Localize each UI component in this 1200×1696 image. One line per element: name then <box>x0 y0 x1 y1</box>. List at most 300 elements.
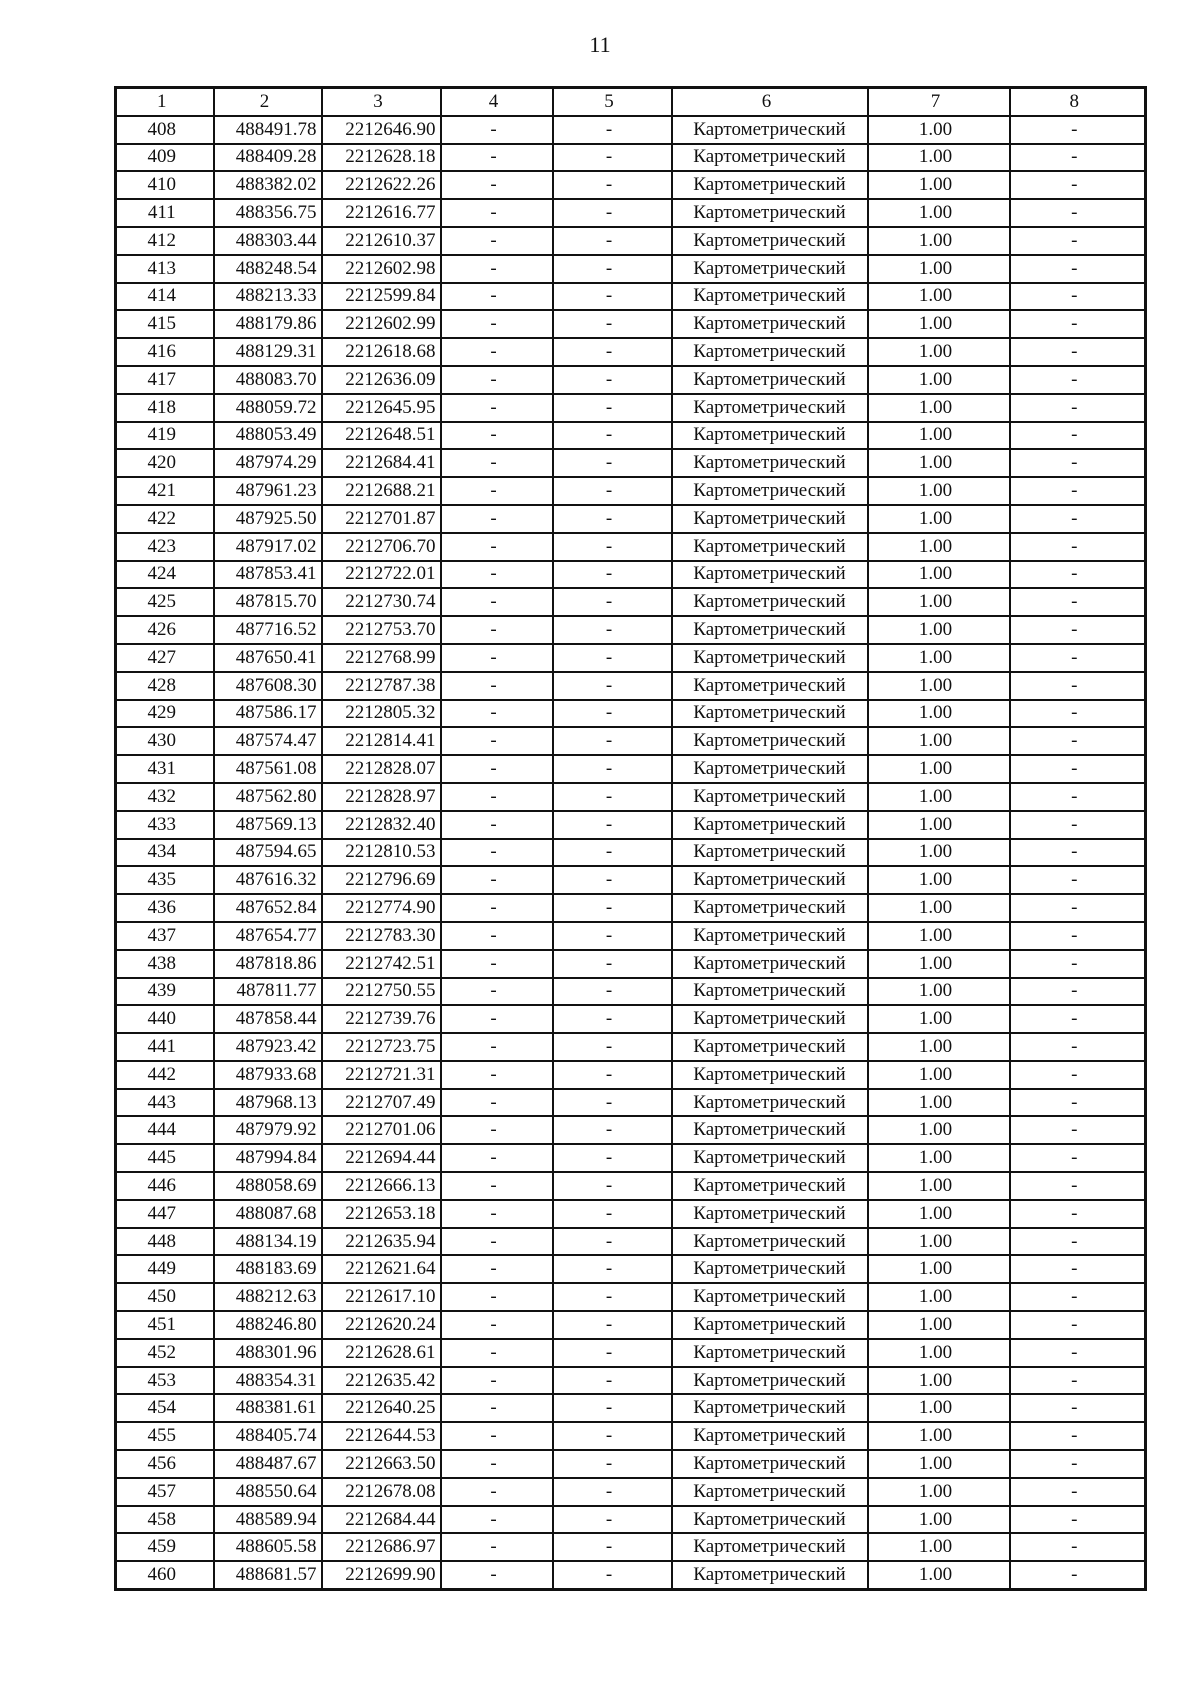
col-5-cell: - <box>553 422 672 450</box>
point-number-cell: 439 <box>116 978 214 1006</box>
x-coordinate-cell: 488183.69 <box>214 1255 322 1283</box>
y-coordinate-cell: 2212787.38 <box>322 672 441 700</box>
col-8-cell: - <box>1010 449 1146 477</box>
col-8-cell: - <box>1010 171 1146 199</box>
y-coordinate-cell: 2212684.44 <box>322 1506 441 1534</box>
col-4-cell: - <box>441 894 553 922</box>
col-5-cell: - <box>553 394 672 422</box>
col-8-cell: - <box>1010 1144 1146 1172</box>
table-row <box>116 283 1146 311</box>
table-row <box>116 1005 1146 1033</box>
accuracy-cell: 1.00 <box>868 811 1010 839</box>
method-cell: Картометрический <box>672 394 868 422</box>
col-5-cell: - <box>553 1144 672 1172</box>
x-coordinate-cell: 487923.42 <box>214 1033 322 1061</box>
y-coordinate-cell: 2212774.90 <box>322 894 441 922</box>
accuracy-cell: 1.00 <box>868 978 1010 1006</box>
col-5-cell: - <box>553 561 672 589</box>
y-coordinate-cell: 2212810.53 <box>322 839 441 867</box>
x-coordinate-cell: 487586.17 <box>214 700 322 728</box>
method-cell: Картометрический <box>672 283 868 311</box>
point-number-cell: 409 <box>116 144 214 172</box>
col-8-cell: - <box>1010 283 1146 311</box>
method-cell: Картометрический <box>672 1561 868 1589</box>
accuracy-cell: 1.00 <box>868 227 1010 255</box>
col-4-cell: - <box>441 505 553 533</box>
accuracy-cell: 1.00 <box>868 561 1010 589</box>
point-number-cell: 455 <box>116 1422 214 1450</box>
col-4-cell: - <box>441 1200 553 1228</box>
col-4-cell: - <box>441 1061 553 1089</box>
table-row <box>116 1478 1146 1506</box>
y-coordinate-cell: 2212832.40 <box>322 811 441 839</box>
point-number-cell: 416 <box>116 338 214 366</box>
col-8-cell: - <box>1010 755 1146 783</box>
point-number-cell: 411 <box>116 199 214 227</box>
table-row <box>116 1506 1146 1534</box>
col-5-cell: - <box>553 505 672 533</box>
method-cell: Картометрический <box>672 366 868 394</box>
table-row <box>116 950 1146 978</box>
table-row <box>116 866 1146 894</box>
col-5-cell: - <box>553 755 672 783</box>
accuracy-cell: 1.00 <box>868 1005 1010 1033</box>
accuracy-cell: 1.00 <box>868 1116 1010 1144</box>
method-cell: Картометрический <box>672 533 868 561</box>
table-row <box>116 533 1146 561</box>
col-8-cell: - <box>1010 116 1146 144</box>
table-row <box>116 477 1146 505</box>
y-coordinate-cell: 2212768.99 <box>322 644 441 672</box>
col-4-cell: - <box>441 978 553 1006</box>
y-coordinate-cell: 2212636.09 <box>322 366 441 394</box>
col-8-cell: - <box>1010 1339 1146 1367</box>
col-8-cell: - <box>1010 950 1146 978</box>
col-4-cell: - <box>441 1172 553 1200</box>
point-number-cell: 460 <box>116 1561 214 1589</box>
col-4-cell: - <box>441 199 553 227</box>
point-number-cell: 425 <box>116 588 214 616</box>
method-cell: Картометрический <box>672 1422 868 1450</box>
table-row <box>116 1172 1146 1200</box>
point-number-cell: 452 <box>116 1339 214 1367</box>
col-4-cell: - <box>441 1005 553 1033</box>
table-row <box>116 1422 1146 1450</box>
point-number-cell: 427 <box>116 644 214 672</box>
table-row <box>116 1394 1146 1422</box>
x-coordinate-cell: 487574.47 <box>214 727 322 755</box>
point-number-cell: 422 <box>116 505 214 533</box>
x-coordinate-cell: 488129.31 <box>214 338 322 366</box>
col-8-cell: - <box>1010 1561 1146 1589</box>
x-coordinate-cell: 487650.41 <box>214 644 322 672</box>
y-coordinate-cell: 2212610.37 <box>322 227 441 255</box>
accuracy-cell: 1.00 <box>868 1144 1010 1172</box>
point-number-cell: 450 <box>116 1283 214 1311</box>
accuracy-cell: 1.00 <box>868 505 1010 533</box>
col-5-cell: - <box>553 338 672 366</box>
col-8-cell: - <box>1010 422 1146 450</box>
method-cell: Картометрический <box>672 1533 868 1561</box>
col-4-cell: - <box>441 310 553 338</box>
col-8-cell: - <box>1010 1172 1146 1200</box>
table-row <box>116 366 1146 394</box>
col-4-cell: - <box>441 1478 553 1506</box>
col-5-cell: - <box>553 839 672 867</box>
table-row <box>116 1089 1146 1117</box>
col-8-cell: - <box>1010 366 1146 394</box>
y-coordinate-cell: 2212828.97 <box>322 783 441 811</box>
x-coordinate-cell: 487917.02 <box>214 533 322 561</box>
point-number-cell: 437 <box>116 922 214 950</box>
col-5-cell: - <box>553 700 672 728</box>
point-number-cell: 434 <box>116 839 214 867</box>
x-coordinate-cell: 488246.80 <box>214 1311 322 1339</box>
accuracy-cell: 1.00 <box>868 1478 1010 1506</box>
point-number-cell: 431 <box>116 755 214 783</box>
column-header-5: 5 <box>553 88 672 116</box>
col-5-cell: - <box>553 199 672 227</box>
y-coordinate-cell: 2212645.95 <box>322 394 441 422</box>
column-header-4: 4 <box>441 88 553 116</box>
col-5-cell: - <box>553 1478 672 1506</box>
col-4-cell: - <box>441 449 553 477</box>
accuracy-cell: 1.00 <box>868 1172 1010 1200</box>
method-cell: Картометрический <box>672 1311 868 1339</box>
col-4-cell: - <box>441 1506 553 1534</box>
col-4-cell: - <box>441 950 553 978</box>
col-4-cell: - <box>441 727 553 755</box>
col-8-cell: - <box>1010 616 1146 644</box>
method-cell: Картометрический <box>672 783 868 811</box>
accuracy-cell: 1.00 <box>868 171 1010 199</box>
method-cell: Картометрический <box>672 1005 868 1033</box>
col-4-cell: - <box>441 144 553 172</box>
col-5-cell: - <box>553 727 672 755</box>
y-coordinate-cell: 2212663.50 <box>322 1450 441 1478</box>
point-number-cell: 420 <box>116 449 214 477</box>
method-cell: Картометрический <box>672 255 868 283</box>
table-row <box>116 616 1146 644</box>
point-number-cell: 454 <box>116 1394 214 1422</box>
col-5-cell: - <box>553 672 672 700</box>
col-5-cell: - <box>553 811 672 839</box>
x-coordinate-cell: 487974.29 <box>214 449 322 477</box>
column-header-7: 7 <box>868 88 1010 116</box>
accuracy-cell: 1.00 <box>868 1367 1010 1395</box>
accuracy-cell: 1.00 <box>868 1339 1010 1367</box>
table-row <box>116 449 1146 477</box>
col-4-cell: - <box>441 394 553 422</box>
y-coordinate-cell: 2212678.08 <box>322 1478 441 1506</box>
x-coordinate-cell: 487968.13 <box>214 1089 322 1117</box>
table-row <box>116 1561 1146 1589</box>
col-5-cell: - <box>553 171 672 199</box>
col-4-cell: - <box>441 644 553 672</box>
y-coordinate-cell: 2212602.98 <box>322 255 441 283</box>
col-5-cell: - <box>553 894 672 922</box>
x-coordinate-cell: 488179.86 <box>214 310 322 338</box>
col-5-cell: - <box>553 1367 672 1395</box>
x-coordinate-cell: 488058.69 <box>214 1172 322 1200</box>
col-4-cell: - <box>441 1367 553 1395</box>
col-5-cell: - <box>553 1005 672 1033</box>
table-row <box>116 255 1146 283</box>
col-8-cell: - <box>1010 394 1146 422</box>
col-5-cell: - <box>553 1255 672 1283</box>
accuracy-cell: 1.00 <box>868 1422 1010 1450</box>
accuracy-cell: 1.00 <box>868 1533 1010 1561</box>
accuracy-cell: 1.00 <box>868 727 1010 755</box>
header-row <box>116 88 1146 116</box>
col-4-cell: - <box>441 255 553 283</box>
col-5-cell: - <box>553 1394 672 1422</box>
y-coordinate-cell: 2212722.01 <box>322 561 441 589</box>
table-row <box>116 644 1146 672</box>
y-coordinate-cell: 2212628.61 <box>322 1339 441 1367</box>
x-coordinate-cell: 488248.54 <box>214 255 322 283</box>
col-8-cell: - <box>1010 1422 1146 1450</box>
point-number-cell: 438 <box>116 950 214 978</box>
table-row <box>116 1450 1146 1478</box>
point-number-cell: 448 <box>116 1228 214 1256</box>
accuracy-cell: 1.00 <box>868 644 1010 672</box>
y-coordinate-cell: 2212666.13 <box>322 1172 441 1200</box>
page-number: 11 <box>589 32 611 57</box>
point-number-cell: 428 <box>116 672 214 700</box>
col-5-cell: - <box>553 1311 672 1339</box>
y-coordinate-cell: 2212701.87 <box>322 505 441 533</box>
y-coordinate-cell: 2212750.55 <box>322 978 441 1006</box>
x-coordinate-cell: 488681.57 <box>214 1561 322 1589</box>
method-cell: Картометрический <box>672 755 868 783</box>
y-coordinate-cell: 2212828.07 <box>322 755 441 783</box>
accuracy-cell: 1.00 <box>868 1561 1010 1589</box>
col-5-cell: - <box>553 866 672 894</box>
col-8-cell: - <box>1010 1450 1146 1478</box>
col-4-cell: - <box>441 1561 553 1589</box>
col-4-cell: - <box>441 227 553 255</box>
col-8-cell: - <box>1010 199 1146 227</box>
col-4-cell: - <box>441 1422 553 1450</box>
x-coordinate-cell: 487979.92 <box>214 1116 322 1144</box>
col-8-cell: - <box>1010 727 1146 755</box>
point-number-cell: 440 <box>116 1005 214 1033</box>
method-cell: Картометрический <box>672 144 868 172</box>
col-8-cell: - <box>1010 644 1146 672</box>
col-8-cell: - <box>1010 1255 1146 1283</box>
col-8-cell: - <box>1010 839 1146 867</box>
accuracy-cell: 1.00 <box>868 1228 1010 1256</box>
method-cell: Картометрический <box>672 116 868 144</box>
y-coordinate-cell: 2212616.77 <box>322 199 441 227</box>
col-4-cell: - <box>441 700 553 728</box>
accuracy-cell: 1.00 <box>868 922 1010 950</box>
y-coordinate-cell: 2212814.41 <box>322 727 441 755</box>
method-cell: Картометрический <box>672 1367 868 1395</box>
method-cell: Картометрический <box>672 338 868 366</box>
accuracy-cell: 1.00 <box>868 950 1010 978</box>
col-4-cell: - <box>441 1116 553 1144</box>
col-8-cell: - <box>1010 783 1146 811</box>
col-8-cell: - <box>1010 978 1146 1006</box>
col-4-cell: - <box>441 116 553 144</box>
col-5-cell: - <box>553 144 672 172</box>
table-body <box>116 88 1146 1590</box>
accuracy-cell: 1.00 <box>868 1450 1010 1478</box>
col-8-cell: - <box>1010 533 1146 561</box>
point-number-cell: 412 <box>116 227 214 255</box>
accuracy-cell: 1.00 <box>868 1200 1010 1228</box>
method-cell: Картометрический <box>672 1228 868 1256</box>
x-coordinate-cell: 487853.41 <box>214 561 322 589</box>
y-coordinate-cell: 2212621.64 <box>322 1255 441 1283</box>
table-row <box>116 1033 1146 1061</box>
col-5-cell: - <box>553 1422 672 1450</box>
point-number-cell: 415 <box>116 310 214 338</box>
col-8-cell: - <box>1010 1533 1146 1561</box>
y-coordinate-cell: 2212707.49 <box>322 1089 441 1117</box>
point-number-cell: 453 <box>116 1367 214 1395</box>
accuracy-cell: 1.00 <box>868 477 1010 505</box>
x-coordinate-cell: 487561.08 <box>214 755 322 783</box>
y-coordinate-cell: 2212599.84 <box>322 283 441 311</box>
col-8-cell: - <box>1010 1228 1146 1256</box>
col-5-cell: - <box>553 644 672 672</box>
table-row <box>116 1200 1146 1228</box>
accuracy-cell: 1.00 <box>868 199 1010 227</box>
col-4-cell: - <box>441 1533 553 1561</box>
table-row <box>116 561 1146 589</box>
method-cell: Картометрический <box>672 227 868 255</box>
column-header-1: 1 <box>116 88 214 116</box>
accuracy-cell: 1.00 <box>868 116 1010 144</box>
x-coordinate-cell: 488589.94 <box>214 1506 322 1534</box>
point-number-cell: 458 <box>116 1506 214 1534</box>
col-4-cell: - <box>441 755 553 783</box>
accuracy-cell: 1.00 <box>868 449 1010 477</box>
accuracy-cell: 1.00 <box>868 894 1010 922</box>
col-5-cell: - <box>553 1033 672 1061</box>
point-number-cell: 418 <box>116 394 214 422</box>
accuracy-cell: 1.00 <box>868 672 1010 700</box>
method-cell: Картометрический <box>672 477 868 505</box>
table-row <box>116 1339 1146 1367</box>
col-4-cell: - <box>441 1144 553 1172</box>
table-row <box>116 227 1146 255</box>
x-coordinate-cell: 487925.50 <box>214 505 322 533</box>
table-row <box>116 338 1146 366</box>
table-row <box>116 1311 1146 1339</box>
col-8-cell: - <box>1010 1116 1146 1144</box>
col-8-cell: - <box>1010 1478 1146 1506</box>
x-coordinate-cell: 487652.84 <box>214 894 322 922</box>
y-coordinate-cell: 2212723.75 <box>322 1033 441 1061</box>
col-5-cell: - <box>553 588 672 616</box>
point-number-cell: 442 <box>116 1061 214 1089</box>
col-4-cell: - <box>441 616 553 644</box>
col-5-cell: - <box>553 1339 672 1367</box>
method-cell: Картометрический <box>672 1089 868 1117</box>
col-5-cell: - <box>553 255 672 283</box>
col-8-cell: - <box>1010 1005 1146 1033</box>
col-8-cell: - <box>1010 227 1146 255</box>
accuracy-cell: 1.00 <box>868 144 1010 172</box>
accuracy-cell: 1.00 <box>868 588 1010 616</box>
column-header-8: 8 <box>1010 88 1146 116</box>
y-coordinate-cell: 2212640.25 <box>322 1394 441 1422</box>
col-4-cell: - <box>441 1311 553 1339</box>
y-coordinate-cell: 2212694.44 <box>322 1144 441 1172</box>
accuracy-cell: 1.00 <box>868 310 1010 338</box>
col-8-cell: - <box>1010 1367 1146 1395</box>
y-coordinate-cell: 2212783.30 <box>322 922 441 950</box>
method-cell: Картометрический <box>672 727 868 755</box>
x-coordinate-cell: 487608.30 <box>214 672 322 700</box>
accuracy-cell: 1.00 <box>868 755 1010 783</box>
method-cell: Картометрический <box>672 561 868 589</box>
table-row <box>116 394 1146 422</box>
col-8-cell: - <box>1010 1283 1146 1311</box>
col-5-cell: - <box>553 449 672 477</box>
point-number-cell: 445 <box>116 1144 214 1172</box>
x-coordinate-cell: 487811.77 <box>214 978 322 1006</box>
col-5-cell: - <box>553 922 672 950</box>
x-coordinate-cell: 488087.68 <box>214 1200 322 1228</box>
y-coordinate-cell: 2212805.32 <box>322 700 441 728</box>
accuracy-cell: 1.00 <box>868 1061 1010 1089</box>
col-5-cell: - <box>553 533 672 561</box>
x-coordinate-cell: 487569.13 <box>214 811 322 839</box>
col-5-cell: - <box>553 1450 672 1478</box>
y-coordinate-cell: 2212620.24 <box>322 1311 441 1339</box>
x-coordinate-cell: 487994.84 <box>214 1144 322 1172</box>
method-cell: Картометрический <box>672 1144 868 1172</box>
point-number-cell: 419 <box>116 422 214 450</box>
x-coordinate-cell: 488303.44 <box>214 227 322 255</box>
y-coordinate-cell: 2212686.97 <box>322 1533 441 1561</box>
method-cell: Картометрический <box>672 588 868 616</box>
col-8-cell: - <box>1010 255 1146 283</box>
accuracy-cell: 1.00 <box>868 1394 1010 1422</box>
method-cell: Картометрический <box>672 171 868 199</box>
point-number-cell: 410 <box>116 171 214 199</box>
col-8-cell: - <box>1010 700 1146 728</box>
method-cell: Картометрический <box>672 644 868 672</box>
col-8-cell: - <box>1010 310 1146 338</box>
x-coordinate-cell: 488134.19 <box>214 1228 322 1256</box>
col-8-cell: - <box>1010 1506 1146 1534</box>
y-coordinate-cell: 2212796.69 <box>322 866 441 894</box>
col-5-cell: - <box>553 1172 672 1200</box>
accuracy-cell: 1.00 <box>868 700 1010 728</box>
table-row <box>116 672 1146 700</box>
method-cell: Картометрический <box>672 505 868 533</box>
method-cell: Картометрический <box>672 922 868 950</box>
table-row <box>116 505 1146 533</box>
x-coordinate-cell: 488550.64 <box>214 1478 322 1506</box>
method-cell: Картометрический <box>672 1255 868 1283</box>
x-coordinate-cell: 488213.33 <box>214 283 322 311</box>
accuracy-cell: 1.00 <box>868 1506 1010 1534</box>
x-coordinate-cell: 488356.75 <box>214 199 322 227</box>
col-4-cell: - <box>441 839 553 867</box>
point-number-cell: 436 <box>116 894 214 922</box>
col-5-cell: - <box>553 366 672 394</box>
method-cell: Картометрический <box>672 950 868 978</box>
col-5-cell: - <box>553 783 672 811</box>
y-coordinate-cell: 2212644.53 <box>322 1422 441 1450</box>
